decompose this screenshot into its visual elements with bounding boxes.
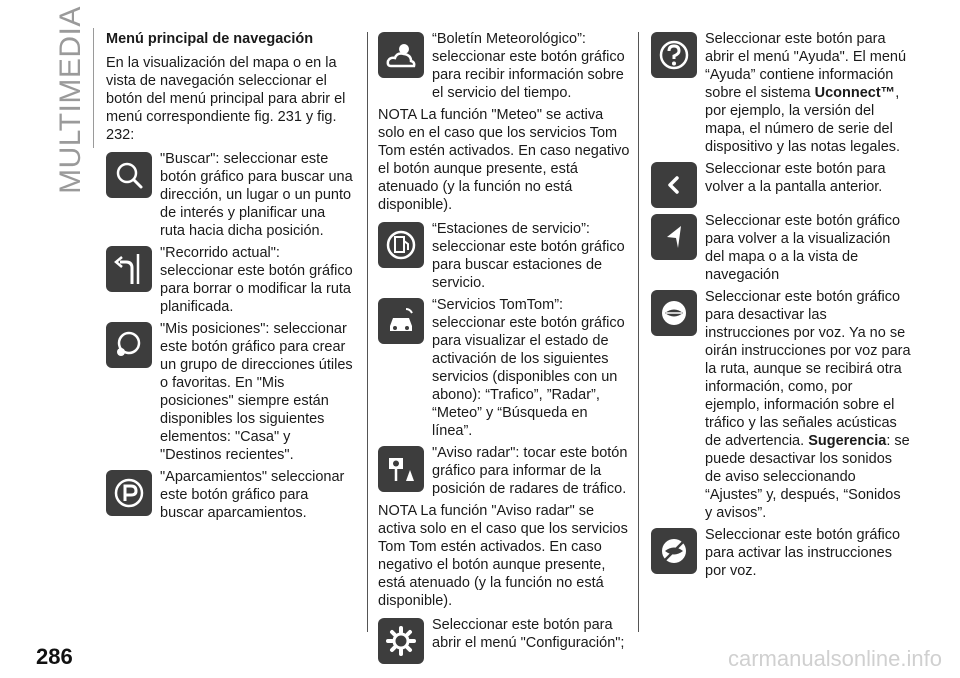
help-text-b: , por ejemplo, la versión del mapa, el número de serie del dispositivo y las notas legales. [705, 85, 901, 155]
menu-item-unmute-voice [651, 526, 911, 580]
column-divider-2 [638, 32, 639, 632]
intro-paragraph: En la visualización del mapa o en la vista de navegación seleccionar el botón del menú principal para abrir el menú correspondiente fig. 231 y fig. 232: [106, 55, 346, 143]
item-text [705, 288, 911, 522]
page-number: 286 [36, 644, 73, 669]
help-icon[interactable] [651, 32, 697, 78]
section-tab [54, 6, 88, 194]
weather-icon[interactable] [378, 32, 424, 78]
menu-item-parking [106, 468, 354, 522]
menu-item-back [651, 160, 911, 208]
item-text: Seleccionar este botón para abrir el menú "Configuración"; [432, 617, 625, 651]
column-1 [106, 30, 354, 526]
menu-item-search [106, 150, 354, 240]
section-heading: Menú principal de navegación [106, 31, 314, 47]
menu-item-return-map [651, 212, 911, 284]
my-places-icon[interactable] [106, 322, 152, 368]
gear-icon[interactable] [378, 618, 424, 664]
section-label: MULTIMEDIA [54, 6, 87, 194]
car-services-icon[interactable] [378, 298, 424, 344]
column-3 [651, 30, 911, 584]
item-text: "Aviso radar": tocar este botón gráfico para informar de la posición de radares de tráfico. [432, 445, 628, 497]
menu-item-speed-camera [378, 444, 630, 498]
item-text: "Recorrido actual": seleccionar este botón gráfico para borrar o modificar la ruta planificada. [160, 245, 353, 315]
menu-item-weather [378, 30, 630, 102]
voice-unmute-icon[interactable] [651, 528, 697, 574]
watermark: carmanualsonline.info [727, 646, 942, 671]
fuel-station-icon[interactable] [378, 222, 424, 268]
mute-tip-label: Sugerencia [808, 433, 887, 449]
menu-item-settings [378, 616, 630, 664]
note-meteo: NOTA La función "Meteo" se activa solo en el caso que los servicios Tom Tom estén activados. En caso negativo el botón aunque presente, está atenuado (y la función no está disponible). [378, 107, 630, 213]
item-text: "Mis posiciones": seleccionar este botón gráfico para crear un grupo de direcciones útiles o favoritas. En "Mis posiciones" siempre están disponibles los siguientes elementos: "Casa" y "Destinos recientes". [160, 321, 353, 463]
parking-icon[interactable] [106, 470, 152, 516]
help-brand: Uconnect™ [814, 85, 896, 101]
menu-item-mute-voice [651, 288, 911, 522]
help-text-a: Seleccionar este botón para abrir el menú "Ayuda". El menú “Ayuda” contiene información sobre el sistema [705, 31, 907, 101]
search-icon[interactable] [106, 152, 152, 198]
menu-item-current-route [106, 244, 354, 316]
note-radar: NOTA La función "Aviso radar" se activa solo en el caso que los servicios Tom Tom estén activados. En caso negativo el botón aunque presente, está atenuado (y la función no está disponible). [378, 503, 628, 609]
item-text: “Estaciones de servicio”: seleccionar este botón gráfico para buscar estaciones de servicio. [432, 221, 625, 291]
menu-item-help [651, 30, 911, 156]
column-divider-1 [367, 32, 368, 632]
item-text [705, 30, 911, 156]
item-text: Seleccionar este botón para volver a la pantalla anterior. [705, 161, 886, 195]
item-text: Seleccionar este botón gráfico para activar las instrucciones por voz. [705, 527, 901, 579]
item-text: “Servicios TomTom”: seleccionar este botón gráfico para visualizar el estado de activación de los siguientes servicios (disponibles con un abono): “Trafico”, ”Radar”, “Meteo” y “Búsqueda en línea”. [432, 297, 625, 439]
menu-item-fuel-stations [378, 220, 630, 292]
menu-item-tomtom-services [378, 296, 630, 440]
item-text: "Buscar": seleccionar este botón gráfico para buscar una dirección, un lugar o un punto de interés y planificar una ruta hacia dicha posición. [160, 151, 353, 239]
route-icon[interactable] [106, 246, 152, 292]
speed-camera-icon[interactable] [378, 446, 424, 492]
mute-text-b: : se puede desactivar los sonidos de aviso seleccionando “Ajustes” y, después, “Sonidos y avisos”. [705, 433, 910, 521]
voice-mute-icon[interactable] [651, 290, 697, 336]
item-text: “Boletín Meteorológico”: seleccionar este botón gráfico para recibir información sobre el servicio del tiempo. [432, 31, 625, 101]
mute-text-a: Seleccionar este botón gráfico para desactivar las instrucciones por voz. Ya no se oirán instrucciones por voz para la ruta, aunque se recibirá otra información, como, por ejemplo, información sobre el tráfico y las señales acústicas de advertencia. [705, 289, 911, 449]
section-divider [93, 28, 94, 148]
item-text: Seleccionar este botón gráfico para volver a la visualización del mapa o a la vista de navegación [705, 213, 901, 283]
navigation-arrow-icon[interactable] [651, 214, 697, 260]
back-arrow-icon[interactable] [651, 162, 697, 208]
column-2 [378, 30, 630, 668]
item-text: "Aparcamientos" seleccionar este botón gráfico para buscar aparcamientos. [160, 469, 345, 521]
menu-item-my-places [106, 320, 354, 464]
